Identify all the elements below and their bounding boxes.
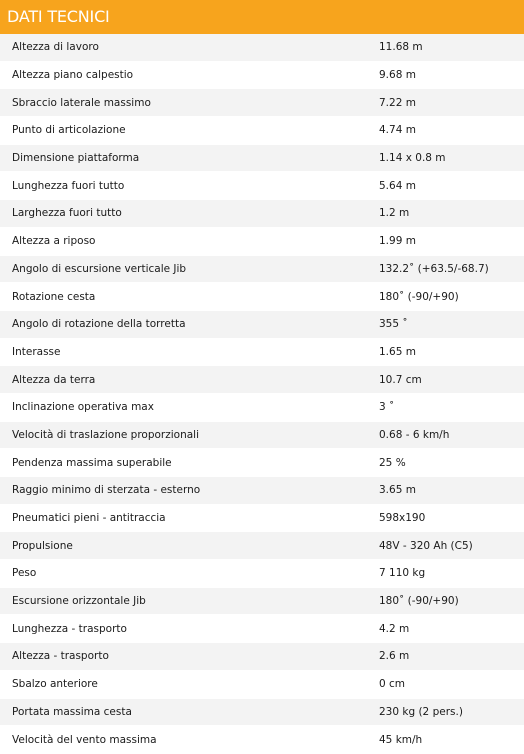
table-row — [0, 117, 524, 145]
spec-value: 230 kg (2 pers.) — [379, 705, 463, 718]
spec-value: 4.2 m — [379, 622, 410, 635]
spec-label: Rotazione cesta — [12, 290, 96, 303]
table-row — [0, 615, 524, 643]
spec-label: Dimensione piattaforma — [12, 152, 140, 165]
spec-label: Angolo di escursione verticale Jib — [12, 262, 187, 275]
spec-label: Angolo di rotazione della torretta — [12, 318, 186, 331]
spec-value: 1.14 x 0.8 m — [379, 152, 446, 165]
spec-label: Lunghezza fuori tutto — [12, 179, 125, 192]
table-row — [0, 394, 524, 422]
table-row — [0, 145, 524, 173]
spec-value: 1.99 m — [379, 235, 416, 248]
spec-value: 3.65 m — [379, 484, 416, 497]
table-row — [0, 256, 524, 284]
spec-value: 2.6 m — [379, 650, 410, 663]
spec-label: Sbraccio laterale massimo — [12, 96, 151, 109]
spec-label: Lunghezza - trasporto — [12, 622, 127, 635]
table-row — [0, 62, 524, 90]
spec-value: 180˚ (-90/+90) — [379, 595, 459, 608]
spec-value: 5.64 m — [379, 179, 416, 192]
spec-label: Punto di articolazione — [12, 124, 126, 137]
spec-label: Inclinazione operativa max — [12, 401, 154, 414]
table-row — [0, 172, 524, 200]
table-row — [0, 89, 524, 117]
spec-value: 48V - 320 Ah (C5) — [379, 539, 473, 552]
table-row — [0, 283, 524, 311]
table-row — [0, 200, 524, 228]
spec-label: Altezza a riposo — [12, 235, 96, 248]
spec-value: 10.7 cm — [379, 373, 422, 386]
table-row — [0, 505, 524, 533]
spec-value: 4.74 m — [379, 124, 416, 137]
spec-value: 11.68 m — [379, 41, 423, 54]
spec-value: 3 ˚ — [379, 401, 395, 414]
spec-label: Interasse — [12, 345, 61, 358]
spec-value: 7.22 m — [379, 96, 416, 109]
spec-label: Pendenza massima superabile — [12, 456, 172, 469]
spec-value: 598x190 — [379, 512, 426, 525]
spec-label: Velocità di traslazione proporzionali — [12, 428, 200, 441]
spec-value: 7 110 kg — [379, 567, 426, 580]
spec-label: Propulsione — [12, 539, 73, 552]
spec-label: Altezza - trasporto — [12, 650, 109, 663]
spec-label: Velocità del vento massima — [12, 733, 157, 746]
section-title: DATI TECNICI — [0, 0, 524, 34]
spec-value: 1.65 m — [379, 345, 416, 358]
table-row — [0, 228, 524, 256]
spec-value: 1.2 m — [379, 207, 410, 220]
table-row — [0, 311, 524, 339]
table-row — [0, 422, 524, 450]
spec-label: Raggio minimo di sterzata - esterno — [12, 484, 201, 497]
spec-value: 0 cm — [379, 678, 406, 691]
spec-label: Escursione orizzontale Jib — [12, 595, 146, 608]
table-row — [0, 588, 524, 616]
spec-value: 0.68 - 6 km/h — [379, 428, 450, 441]
spec-label: Altezza di lavoro — [12, 41, 99, 54]
table-row — [0, 532, 524, 560]
table-row — [0, 643, 524, 671]
table-row — [0, 34, 524, 62]
spec-value: 180˚ (-90/+90) — [379, 290, 459, 303]
spec-label: Sbalzo anteriore — [12, 678, 98, 691]
spec-label: Altezza piano calpestio — [12, 69, 134, 82]
spec-value: 45 km/h — [379, 733, 423, 746]
spec-label: Pneumatici pieni - antitraccia — [12, 512, 166, 525]
table-row — [0, 366, 524, 394]
table-row — [0, 699, 524, 727]
table-row — [0, 477, 524, 505]
spec-label: Portata massima cesta — [12, 705, 132, 718]
table-row — [0, 726, 524, 754]
table-row — [0, 339, 524, 367]
spec-value: 9.68 m — [379, 69, 416, 82]
spec-label: Peso — [12, 567, 37, 580]
spec-value: 132.2˚ (+63.5/-68.7) — [379, 262, 489, 275]
spec-value: 25 % — [379, 456, 406, 469]
spec-table — [0, 34, 524, 754]
spec-label: Altezza da terra — [12, 373, 96, 386]
table-row — [0, 449, 524, 477]
table-row — [0, 671, 524, 699]
spec-value: 355 ˚ — [379, 318, 408, 331]
spec-label: Larghezza fuori tutto — [12, 207, 122, 220]
table-row — [0, 560, 524, 588]
